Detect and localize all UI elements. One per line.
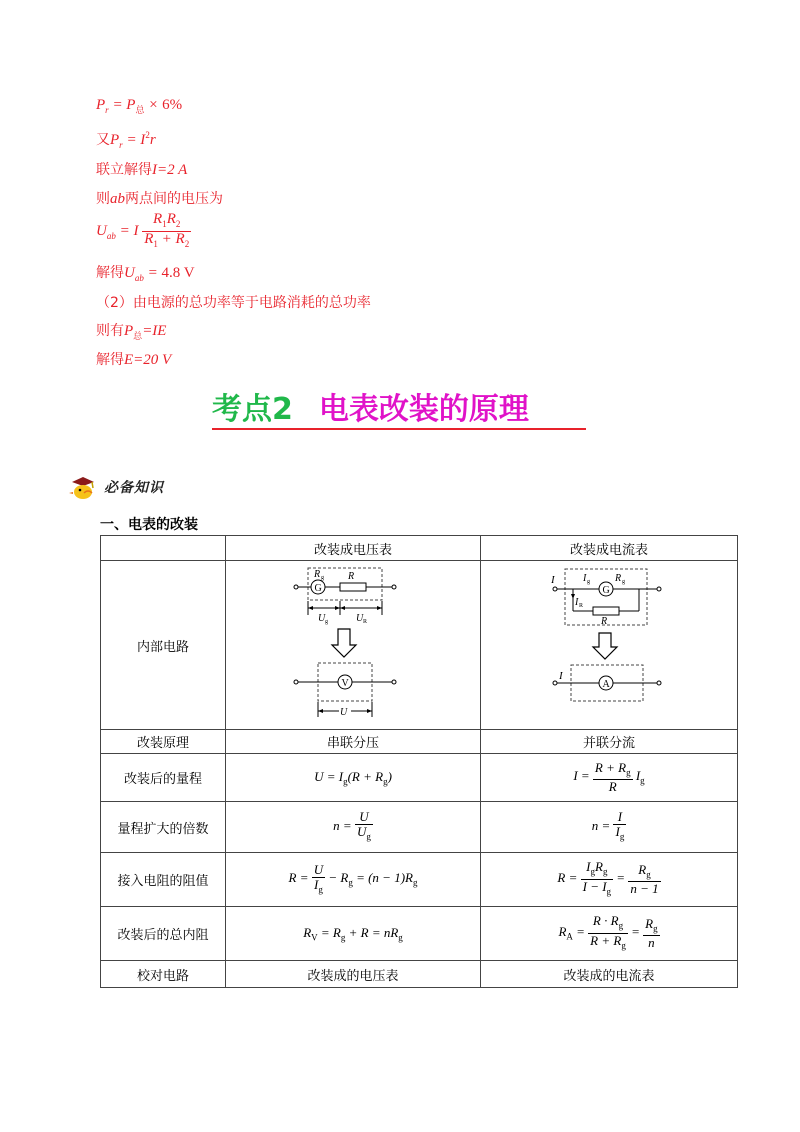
svg-text:g: g: [622, 579, 625, 585]
power-ratio: 6%: [162, 97, 183, 113]
ammeter-circuit-svg: [549, 563, 669, 723]
row-label-multiple: 量程扩大的倍数: [101, 802, 226, 853]
solution-line-2: 又$P_r = I^2r$: [96, 130, 156, 150]
solution-line-7: （2）由电源的总功率等于电路消耗的总功率: [96, 295, 371, 311]
solution-line-1: $P_r = P_总 \times 6\%$: [96, 97, 183, 115]
ammeter-calibration: 改装成的电流表: [481, 961, 738, 988]
svg-text:I: I: [575, 597, 579, 608]
voltmeter-multiple-formula: n = $\frac{U}{U_g}$: [226, 802, 481, 853]
topic-title: 电表改装的原理: [318, 392, 529, 427]
voltmeter-principle: 串联分压: [226, 730, 481, 754]
svg-text:g: g: [587, 579, 590, 585]
solution-line-8: 则有$P_总=IE$: [96, 323, 167, 341]
ammeter-multiple-formula: n = $\frac{I}{I_g}$: [481, 802, 738, 853]
svg-text:R: R: [615, 573, 622, 584]
topic-number: 考点2: [212, 392, 293, 427]
voltmeter-circuit-diagram: [226, 561, 481, 730]
svg-text:A: A: [602, 679, 610, 690]
svg-text:R: R: [314, 569, 321, 580]
svg-text:g: g: [321, 575, 324, 581]
svg-text:R: R: [363, 619, 368, 625]
svg-text:G: G: [602, 585, 610, 596]
ammeter-range-formula: I = $\frac{R + R_g}{R}$ $I_g$: [481, 754, 738, 802]
svg-text:I: I: [551, 574, 555, 586]
table-row-multiple: [101, 802, 738, 853]
section-title: 一、电表的改装: [100, 517, 198, 533]
solution-line-6: 解得$U_{ab} = 4.8$ V: [96, 265, 195, 283]
table-row-calibration: [101, 961, 738, 988]
voltmeter-range-formula: $U = I_g(R + R_g)$: [226, 754, 481, 802]
solution-line-4: 则ab两点间的电压为: [96, 191, 223, 207]
svg-text:U: U: [340, 707, 348, 718]
voltmeter-circuit-svg: [288, 563, 418, 723]
voltmeter-internal-formula: $R_V = R_g + R = nR_g$: [226, 907, 481, 961]
svg-text:R: R: [579, 603, 584, 609]
svg-text:I: I: [583, 573, 587, 584]
topic-heading: [212, 384, 529, 428]
row-label-range: 改装后的量程: [101, 754, 226, 802]
svg-text:g: g: [325, 619, 328, 625]
table-row-internal: [101, 907, 738, 961]
header-empty: [101, 536, 226, 561]
svg-text:U: U: [318, 613, 326, 624]
ammeter-internal-formula: $R_A$ = $\frac{R \cdot R_g}{R + R_g}$ = $\frac{R_g}{n}$: [481, 907, 738, 961]
row-label-circuit: 内部电路: [101, 561, 226, 730]
table-header-row: [101, 536, 738, 561]
header-voltmeter: 改装成电压表: [226, 536, 481, 561]
table-row-resistance: [101, 853, 738, 907]
scholar-chick-icon: [68, 474, 98, 500]
table-row-circuit: [101, 561, 738, 730]
svg-text:R: R: [601, 616, 608, 627]
ammeter-resistance-formula: R = $\frac{I_gR_g}{I - I_g}$ = $\frac{R_g}{n - 1}$: [481, 853, 738, 907]
svg-text:G: G: [314, 583, 322, 594]
svg-text:R: R: [348, 571, 355, 582]
header-ammeter: 改装成电流表: [481, 536, 738, 561]
svg-text:U: U: [356, 613, 364, 624]
voltmeter-resistance-formula: R = $\frac{U}{I_g}$ − $R_g = (n - 1)R_g$: [226, 853, 481, 907]
row-label-principle: 改装原理: [101, 730, 226, 754]
solution-line-9: 解得E=20 V: [96, 352, 172, 368]
heading-underline: [212, 428, 586, 430]
row-label-calibration: 校对电路: [101, 961, 226, 988]
solution-line-5-formula: $U_{ab} = I$ $\frac{R_1R_2}{R_1 + R_2}$: [96, 211, 190, 249]
solution-line-3: 联立解得I=2 A: [96, 162, 188, 178]
svg-text:I: I: [559, 670, 563, 682]
voltmeter-calibration: 改装成的电压表: [226, 961, 481, 988]
meter-conversion-table: [100, 535, 738, 988]
svg-text:V: V: [341, 678, 349, 689]
row-label-internal: 改装后的总内阻: [101, 907, 226, 961]
ammeter-principle: 并联分流: [481, 730, 738, 754]
table-row-principle: [101, 730, 738, 754]
essential-knowledge-badge: 必备知识: [68, 474, 164, 500]
row-label-resistance: 接入电阻的阻值: [101, 853, 226, 907]
ammeter-circuit-diagram: [481, 561, 738, 730]
table-row-range: [101, 754, 738, 802]
